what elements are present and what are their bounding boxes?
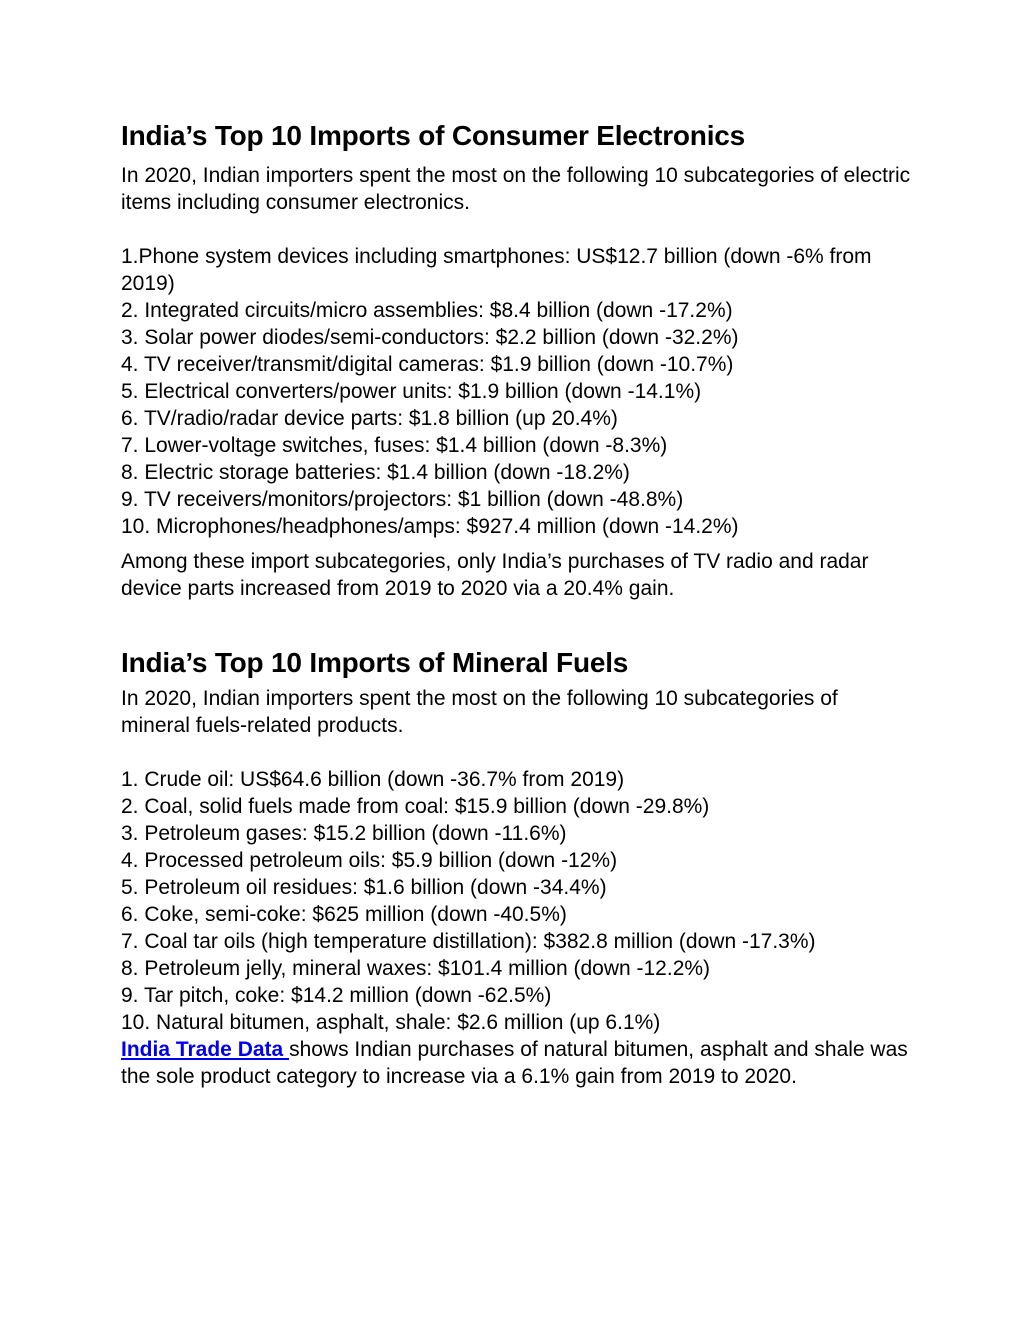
list-item: 3. Petroleum gases: $15.2 billion (down -11.6%) (121, 822, 567, 845)
mineral-fuels-section (121, 645, 911, 1090)
section-heading: India’s Top 10 Imports of Consumer Electronics (121, 120, 746, 151)
document-page (121, 118, 911, 1090)
list-item: 8. Petroleum jelly, mineral waxes: $101.4 million (down -12.2%) (121, 957, 711, 980)
section-intro: In 2020, Indian importers spent the most on the following 10 subcategories of mineral fuels-related products. (121, 687, 838, 737)
consumer-electronics-section (121, 118, 911, 602)
section-heading: India’s Top 10 Imports of Mineral Fuels (121, 647, 629, 678)
imports-list (121, 243, 911, 540)
list-item: 8. Electric storage batteries: $1.4 billion (down -18.2%) (121, 461, 630, 484)
list-item: 6. Coke, semi-coke: $625 million (down -40.5%) (121, 903, 567, 926)
list-item: 7. Coal tar oils (high temperature distillation): $382.8 million (down -17.3%) (121, 930, 816, 953)
list-item: 10. Microphones/headphones/amps: $927.4 million (down -14.2%) (121, 515, 739, 538)
section-summary: Among these import subcategories, only India’s purchases of TV radio and radar device parts increased from 2019 to 2020 via a 20.4% gain. (121, 550, 869, 600)
list-item: 9. Tar pitch, coke: $14.2 million (down -62.5%) (121, 984, 552, 1007)
list-item: 4. TV receiver/transmit/digital cameras: $1.9 billion (down -10.7%) (121, 353, 734, 376)
list-item: 2. Coal, solid fuels made from coal: $15.9 billion (down -29.8%) (121, 795, 710, 818)
section-intro: In 2020, Indian importers spent the most on the following 10 subcategories of electric items including consumer electronics. (121, 164, 911, 214)
imports-list (121, 766, 911, 1036)
list-item: 3. Solar power diodes/semi-conductors: $2.2 billion (down -32.2%) (121, 326, 739, 349)
list-item: 1.Phone system devices including smartphones: US$12.7 billion (down -6% from 2019) (121, 245, 872, 295)
list-item: 7. Lower-voltage switches, fuses: $1.4 billion (down -8.3%) (121, 434, 668, 457)
list-item: 2. Integrated circuits/micro assemblies: $8.4 billion (down -17.2%) (121, 299, 733, 322)
india-trade-data-link[interactable]: India Trade Data (121, 1038, 290, 1061)
summary-text: shows Indian purchases of natural bitumen, asphalt and shale was the sole product category to increase via a 6.1% gain from 2019 to 2020. (121, 1038, 908, 1088)
list-item: 9. TV receivers/monitors/projectors: $1 billion (down -48.8%) (121, 488, 684, 511)
list-item: 6. TV/radio/radar device parts: $1.8 billion (up 20.4%) (121, 407, 618, 430)
list-item: 1. Crude oil: US$64.6 billion (down -36.7% from 2019) (121, 768, 625, 791)
list-item: 10. Natural bitumen, asphalt, shale: $2.6 million (up 6.1%) (121, 1011, 661, 1034)
list-item: 5. Petroleum oil residues: $1.6 billion (down -34.4%) (121, 876, 607, 899)
section-summary (121, 1036, 911, 1090)
list-item: 4. Processed petroleum oils: $5.9 billion (down -12%) (121, 849, 618, 872)
list-item: 5. Electrical converters/power units: $1.9 billion (down -14.1%) (121, 380, 702, 403)
